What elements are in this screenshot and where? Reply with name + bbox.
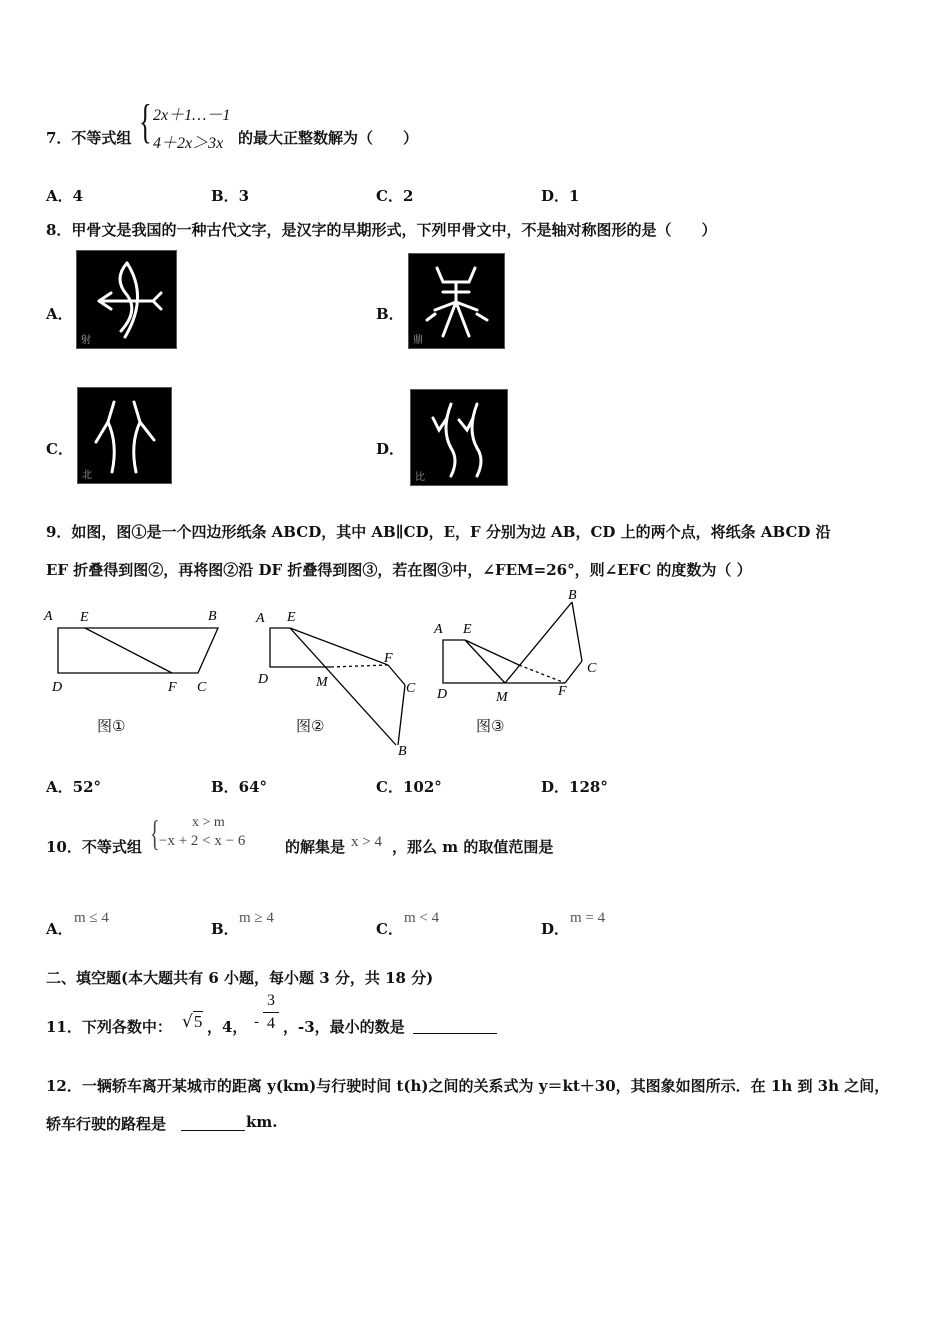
q11-sqrt-arg: 5 bbox=[193, 1012, 203, 1031]
q10-option-a-expr[interactable]: m ≤ 4 bbox=[74, 910, 109, 926]
q7-option-c[interactable]: C．2 bbox=[376, 187, 414, 205]
fig3-caption: 图③ bbox=[476, 717, 505, 735]
q9-option-a[interactable]: A．52° bbox=[46, 778, 102, 796]
fig2-diagram bbox=[270, 628, 405, 745]
q11-fraction bbox=[263, 992, 279, 1033]
q8-option-d-letter[interactable]: D． bbox=[376, 440, 405, 458]
fig3-label-m: M bbox=[496, 690, 508, 705]
q10-option-c-expr[interactable]: m < 4 bbox=[404, 910, 440, 926]
q10-option-a-letter[interactable]: A． bbox=[46, 920, 73, 938]
q11-sqrt: √5 bbox=[182, 1012, 203, 1032]
q10-option-b-expr[interactable]: m ≥ 4 bbox=[239, 910, 274, 926]
q9-stem-line1: 9．如图，图①是一个四边形纸条 ABCD，其中 AB∥CD，E，F 分别为边 AB，CD 上的两个点，将纸条 ABCD 沿 bbox=[46, 523, 831, 541]
q10-condition: x > 4 bbox=[351, 834, 382, 850]
q9-figures bbox=[0, 585, 950, 760]
q7-option-a[interactable]: A．4 bbox=[46, 187, 84, 205]
q10-prefix: 10．不等式组 bbox=[46, 838, 142, 856]
q8-option-c-letter[interactable]: C． bbox=[46, 440, 73, 458]
fig1-diagram bbox=[58, 628, 218, 673]
fig1-label-a: A bbox=[44, 609, 53, 624]
q11-prefix: 11．下列各数中： bbox=[46, 1018, 172, 1036]
fig3-diagram bbox=[443, 602, 582, 683]
cauldron-glyph-icon[interactable] bbox=[408, 253, 505, 349]
fig2-label-e: E bbox=[287, 610, 296, 625]
q10-ineq-2: −x + 2 < x − 6 bbox=[159, 833, 246, 849]
q10-option-d-expr[interactable]: m = 4 bbox=[570, 910, 606, 926]
glyph-label-c: 北 bbox=[82, 470, 92, 481]
q7-ineq-1: 2x＋1…－1 bbox=[153, 107, 231, 124]
section2-title: 二、填空题(本大题共有 6 小题，每小题 3 分，共 18 分) bbox=[46, 969, 434, 987]
q8-stem: 8．甲骨文是我国的一种古代文字，是汉字的早期形式，下列甲骨文中，不是轴对称图形的是（ ） bbox=[46, 221, 717, 239]
q10-brace: { bbox=[150, 813, 160, 853]
q11-answer-blank[interactable] bbox=[413, 1032, 497, 1034]
q10-option-b-letter[interactable]: B． bbox=[211, 920, 239, 938]
q11-after-sqrt: ，4， bbox=[207, 1018, 248, 1036]
q9-option-c[interactable]: C．102° bbox=[376, 778, 442, 796]
q12-answer-blank[interactable] bbox=[181, 1129, 245, 1131]
q11-frac-sign: - bbox=[254, 1014, 259, 1030]
q7-option-b[interactable]: B．3 bbox=[211, 187, 250, 205]
q8-option-b-letter[interactable]: B． bbox=[376, 305, 404, 323]
fig3-label-d: D bbox=[437, 687, 448, 702]
fig1-label-d: D bbox=[52, 680, 63, 695]
q10-ineq-1: x > m bbox=[192, 815, 225, 830]
fig3-label-b: B bbox=[568, 588, 577, 603]
bow-arrow-glyph-icon[interactable] bbox=[76, 250, 177, 349]
fig3-label-e: E bbox=[463, 622, 472, 637]
fig3-label-a: A bbox=[434, 622, 443, 637]
glyph-label-a: 射 bbox=[81, 335, 91, 346]
q7-ineq-2: 4＋2x＞3x bbox=[153, 135, 224, 152]
two-figures-side-icon[interactable] bbox=[410, 389, 508, 486]
fig1-caption: 图① bbox=[97, 717, 126, 735]
fig1-label-c: C bbox=[197, 680, 207, 695]
fig2-label-c: C bbox=[406, 681, 416, 696]
q10-option-d-letter[interactable]: D． bbox=[541, 920, 570, 938]
fig2-label-m: M bbox=[316, 675, 328, 690]
q9-option-b[interactable]: B．64° bbox=[211, 778, 268, 796]
fig1-label-e: E bbox=[80, 610, 89, 625]
fig3-label-c: C bbox=[587, 661, 597, 676]
q12-stem-line1: 12．一辆轿车离开某城市的距离 y(km)与行驶时间 t(h)之间的关系式为 y＝kt＋30，其图象如图所示．在 1h 到 3h 之间， bbox=[46, 1077, 890, 1095]
fig2-label-b: B bbox=[398, 744, 407, 759]
fig2-caption: 图② bbox=[296, 717, 325, 735]
fig2-label-a: A bbox=[256, 611, 265, 626]
fig2-label-f: F bbox=[384, 651, 393, 666]
q8-option-a-letter[interactable]: A． bbox=[46, 305, 73, 323]
q7-prefix: 7．不等式组 bbox=[46, 129, 132, 147]
fig2-label-d: D bbox=[258, 672, 269, 687]
fig3-label-f: F bbox=[558, 684, 567, 699]
q7-brace: { bbox=[139, 95, 152, 148]
q10-option-c-letter[interactable]: C． bbox=[376, 920, 403, 938]
q9-stem-line2: EF 折叠得到图②，再将图②沿 DF 折叠得到图③，若在图③中，∠FEM=26°，则∠EFC 的度数为（ ） bbox=[46, 561, 752, 579]
q10-suffix: ，那么 m 的取值范围是 bbox=[392, 838, 554, 856]
q11-frac-num: 3 bbox=[267, 992, 275, 1009]
glyph-label-b: 鼎 bbox=[413, 335, 423, 346]
q11-frac-den: 4 bbox=[267, 1015, 275, 1032]
q12-line2-suffix: km. bbox=[246, 1113, 278, 1131]
q12-line2-prefix: 轿车行驶的路程是 bbox=[46, 1115, 167, 1133]
fig1-label-b: B bbox=[208, 609, 217, 624]
q9-option-d[interactable]: D．128° bbox=[541, 778, 608, 796]
q7-option-d[interactable]: D．1 bbox=[541, 187, 580, 205]
two-figures-back-icon[interactable] bbox=[77, 387, 172, 484]
q11-suffix: ，-3，最小的数是 bbox=[283, 1018, 405, 1036]
q7-suffix: 的最大正整数解为（ ） bbox=[238, 129, 419, 147]
q10-mid: 的解集是 bbox=[285, 838, 346, 856]
fig1-label-f: F bbox=[168, 680, 177, 695]
glyph-label-d: 比 bbox=[415, 472, 425, 483]
